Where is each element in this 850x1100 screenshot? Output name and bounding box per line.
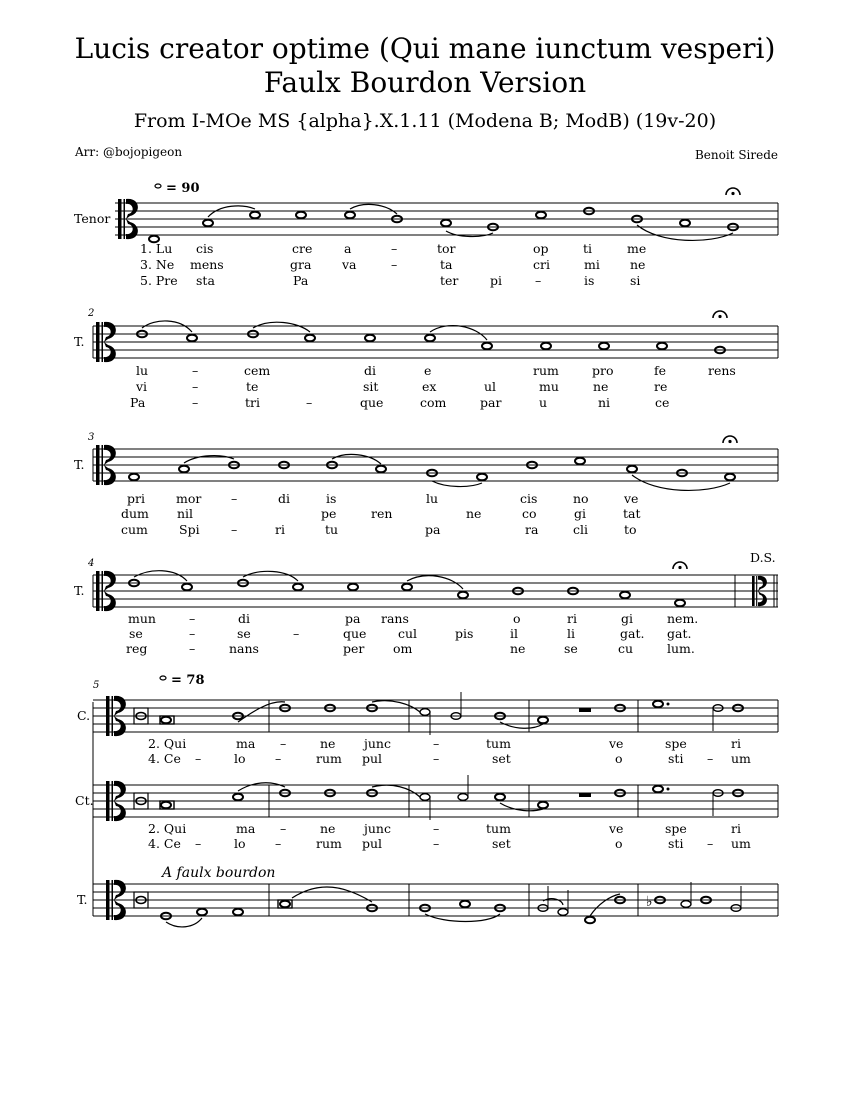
svg-text:ter: ter (440, 273, 459, 288)
staff-label-tenor: T. (74, 457, 85, 472)
svg-text:rum: rum (316, 836, 342, 851)
staff-tenor-faulx (93, 884, 778, 916)
svg-text:cli: cli (573, 522, 588, 537)
svg-text:ri: ri (567, 611, 577, 626)
svg-text:1. Lu: 1. Lu (140, 241, 173, 256)
svg-text:gra: gra (290, 257, 312, 272)
svg-text:lo: lo (234, 751, 246, 766)
svg-text:ce: ce (655, 395, 670, 410)
svg-text:se: se (237, 626, 251, 641)
svg-text:ne: ne (320, 821, 336, 836)
svg-text:–: – (195, 751, 202, 766)
svg-text:pa: pa (425, 522, 441, 537)
lyrics-system2 (130, 363, 736, 410)
svg-text:reg: reg (126, 641, 148, 656)
svg-text:nem.: nem. (667, 611, 699, 626)
svg-text:rum: rum (533, 363, 559, 378)
svg-text:tri: tri (245, 395, 260, 410)
svg-text:um: um (731, 836, 751, 851)
svg-text:pro: pro (592, 363, 614, 378)
svg-text:cis: cis (196, 241, 214, 256)
svg-text:is: is (326, 491, 337, 506)
svg-text:cis: cis (520, 491, 538, 506)
svg-text:–: – (275, 751, 282, 766)
svg-text:–: – (275, 836, 282, 851)
svg-text:re: re (654, 379, 668, 394)
svg-text:ex: ex (422, 379, 437, 394)
measure-number: 5 (93, 680, 100, 691)
staff-cantus (93, 700, 778, 732)
svg-text:com: com (420, 395, 447, 410)
svg-text:fe: fe (654, 363, 667, 378)
svg-text:pul: pul (362, 751, 383, 766)
svg-text:pi: pi (490, 273, 502, 288)
staff-label-tenor: T. (74, 583, 85, 598)
fermata (723, 436, 737, 443)
svg-text:gi: gi (621, 611, 633, 626)
svg-text:ne: ne (466, 506, 482, 521)
svg-text:lo: lo (234, 836, 246, 851)
measure-number: 3 (88, 432, 95, 443)
svg-text:ne: ne (320, 736, 336, 751)
note (203, 220, 213, 227)
staff-label-contratenor: Ct. (75, 793, 94, 808)
svg-text:ti: ti (583, 241, 593, 256)
note (536, 212, 546, 219)
svg-text:tor: tor (437, 241, 456, 256)
note (345, 212, 355, 219)
svg-text:vi: vi (136, 379, 148, 394)
svg-text:set: set (492, 836, 511, 851)
fermata (673, 562, 687, 569)
tempo-marking-2 (160, 676, 166, 680)
svg-text:o: o (513, 611, 521, 626)
svg-text:2. Qui: 2. Qui (148, 736, 187, 751)
svg-text:–: – (535, 273, 542, 288)
svg-text:ta: ta (440, 257, 453, 272)
svg-text:Spi: Spi (179, 522, 200, 537)
dal-segno: D.S. (750, 550, 776, 565)
svg-text:per: per (343, 641, 365, 656)
lyrics-contratenor (148, 821, 751, 851)
svg-text:–: – (280, 736, 287, 751)
svg-text:lum.: lum. (667, 641, 695, 656)
svg-text:–: – (192, 395, 199, 410)
note (680, 220, 690, 227)
fermata (713, 311, 727, 318)
svg-text:ri: ri (731, 736, 741, 751)
note (441, 220, 451, 227)
svg-text:me: me (627, 241, 647, 256)
svg-text:–: – (306, 395, 313, 410)
svg-text:ni: ni (598, 395, 611, 410)
svg-text:–: – (192, 379, 199, 394)
svg-text:si: si (630, 273, 641, 288)
svg-text:cri: cri (533, 257, 550, 272)
svg-text:a: a (344, 241, 352, 256)
svg-text:–: – (280, 821, 287, 836)
svg-text:3. Ne: 3. Ne (140, 257, 175, 272)
svg-text:cu: cu (618, 641, 634, 656)
svg-text:di: di (278, 491, 290, 506)
svg-text:4. Ce: 4. Ce (148, 751, 181, 766)
svg-text:par: par (480, 395, 502, 410)
svg-text:–: – (293, 626, 300, 641)
svg-text:u: u (539, 395, 548, 410)
svg-text:–: – (433, 836, 440, 851)
measure-number: 2 (88, 308, 95, 319)
svg-text:tu: tu (325, 522, 339, 537)
svg-text:lu: lu (426, 491, 439, 506)
svg-text:o: o (615, 751, 623, 766)
svg-text:spe: spe (665, 736, 687, 751)
staff-contratenor (93, 785, 778, 817)
svg-text:ne: ne (593, 379, 609, 394)
svg-text:que: que (343, 626, 367, 641)
svg-text:ri: ri (731, 821, 741, 836)
svg-text:gat.: gat. (667, 626, 692, 641)
staff-label-tenor: T. (74, 334, 85, 349)
svg-text:um: um (731, 751, 751, 766)
svg-text:o: o (615, 836, 623, 851)
svg-text:te: te (246, 379, 259, 394)
note (296, 212, 306, 219)
svg-text:to: to (624, 522, 637, 537)
svg-text:va: va (342, 257, 357, 272)
svg-text:Pa: Pa (130, 395, 146, 410)
svg-text:nil: nil (177, 506, 194, 521)
svg-text:mens: mens (190, 257, 224, 272)
svg-text:ve: ve (609, 736, 624, 751)
svg-text:nans: nans (229, 641, 259, 656)
svg-text:sti: sti (668, 751, 684, 766)
fermata (726, 188, 740, 195)
svg-text:tat: tat (623, 506, 641, 521)
svg-text:cre: cre (292, 241, 313, 256)
svg-text:sti: sti (668, 836, 684, 851)
svg-text:pa: pa (345, 611, 361, 626)
svg-text:mu: mu (539, 379, 559, 394)
flat-sign: ♭ (646, 894, 653, 910)
svg-text:se: se (129, 626, 143, 641)
notes-system1 (149, 204, 738, 242)
svg-text:dum: dum (121, 506, 149, 521)
svg-text:il: il (510, 626, 518, 641)
svg-text:ra: ra (525, 522, 539, 537)
svg-text:–: – (192, 363, 199, 378)
score-title-line2: Faulx Bourdon Version (263, 66, 587, 99)
svg-text:sta: sta (196, 273, 215, 288)
svg-text:–: – (231, 491, 238, 506)
svg-text:–: – (433, 736, 440, 751)
lyrics-system1 (140, 241, 646, 288)
notes-cantus (134, 692, 743, 735)
lyrics-system4 (126, 611, 698, 656)
svg-text:–: – (189, 626, 196, 641)
svg-text:is: is (584, 273, 595, 288)
svg-text:4. Ce: 4. Ce (148, 836, 181, 851)
svg-text:5. Pre: 5. Pre (140, 273, 178, 288)
svg-text:e: e (424, 363, 432, 378)
svg-text:ne: ne (630, 257, 646, 272)
svg-text:–: – (195, 836, 202, 851)
svg-text:–: – (707, 751, 714, 766)
svg-text:junc: junc (364, 736, 391, 751)
svg-text:–: – (189, 641, 196, 656)
svg-text:mi: mi (584, 257, 600, 272)
svg-text:gi: gi (574, 506, 586, 521)
svg-text:ma: ma (236, 736, 256, 751)
svg-text:ul: ul (484, 379, 497, 394)
svg-text:junc: junc (364, 821, 391, 836)
svg-text:rum: rum (316, 751, 342, 766)
svg-text:–: – (433, 821, 440, 836)
svg-text:no: no (573, 491, 589, 506)
svg-text:–: – (433, 751, 440, 766)
lyrics-cantus (148, 736, 751, 766)
svg-text:ma: ma (236, 821, 256, 836)
svg-text:que: que (360, 395, 384, 410)
score-subtitle: From I-MOe MS {alpha}.X.1.11 (Modena B; ModB) (19v-20) (133, 110, 717, 132)
svg-text:se: se (564, 641, 578, 656)
note (250, 212, 260, 219)
svg-text:ren: ren (371, 506, 393, 521)
notes-system3 (129, 454, 735, 490)
svg-text:mun: mun (128, 611, 156, 626)
svg-text:om: om (393, 641, 413, 656)
svg-text:ve: ve (609, 821, 624, 836)
svg-text:spe: spe (665, 821, 687, 836)
svg-text:ri: ri (275, 522, 285, 537)
svg-text:Pa: Pa (293, 273, 309, 288)
svg-text:gat.: gat. (620, 626, 645, 641)
svg-text:cul: cul (398, 626, 418, 641)
svg-text:di: di (238, 611, 250, 626)
svg-text:co: co (522, 506, 537, 521)
svg-text:ve: ve (624, 491, 639, 506)
notes-contratenor (134, 775, 743, 820)
tempo-marking-value: = 78 (171, 673, 205, 688)
svg-text:pe: pe (321, 506, 337, 521)
svg-text:cum: cum (121, 522, 148, 537)
svg-text:lu: lu (136, 363, 149, 378)
notes-system4 (129, 571, 685, 607)
notes-tenor-faulx (134, 882, 741, 927)
lyrics-system3 (121, 491, 641, 537)
svg-text:ne: ne (510, 641, 526, 656)
svg-text:–: – (391, 241, 398, 256)
svg-text:tum: tum (486, 821, 511, 836)
arranger-credit: Arr: @bojopigeon (75, 145, 183, 159)
svg-text:2. Qui: 2. Qui (148, 821, 187, 836)
svg-text:di: di (364, 363, 376, 378)
svg-text:cem: cem (244, 363, 271, 378)
svg-text:–: – (231, 522, 238, 537)
svg-text:op: op (533, 241, 549, 256)
composer-credit: Benoit Sirede (694, 148, 778, 162)
svg-text:–: – (189, 611, 196, 626)
svg-text:rens: rens (708, 363, 736, 378)
svg-text:pis: pis (455, 626, 474, 641)
staff-label-tenor: T. (77, 892, 88, 907)
svg-text:set: set (492, 751, 511, 766)
svg-text:pul: pul (362, 836, 383, 851)
measure-number: 4 (88, 558, 95, 569)
score-title: Lucis creator optime (Qui mane iunctum vesperi) (74, 32, 776, 65)
staff-tenor-system2 (93, 326, 778, 358)
svg-text:sit: sit (363, 379, 379, 394)
svg-text:li: li (567, 626, 575, 641)
tempo-marking (155, 184, 161, 188)
svg-text:–: – (391, 257, 398, 272)
tempo-marking-value: = 90 (166, 181, 200, 196)
svg-text:pri: pri (127, 491, 145, 506)
svg-text:tum: tum (486, 736, 511, 751)
staff-label-cantus: C. (77, 708, 91, 723)
svg-text:–: – (707, 836, 714, 851)
svg-text:mor: mor (176, 491, 202, 506)
faulx-bourdon-direction: A faulx bourdon (162, 865, 276, 881)
staff-label-tenor: Tenor (74, 211, 111, 226)
svg-text:rans: rans (381, 611, 409, 626)
